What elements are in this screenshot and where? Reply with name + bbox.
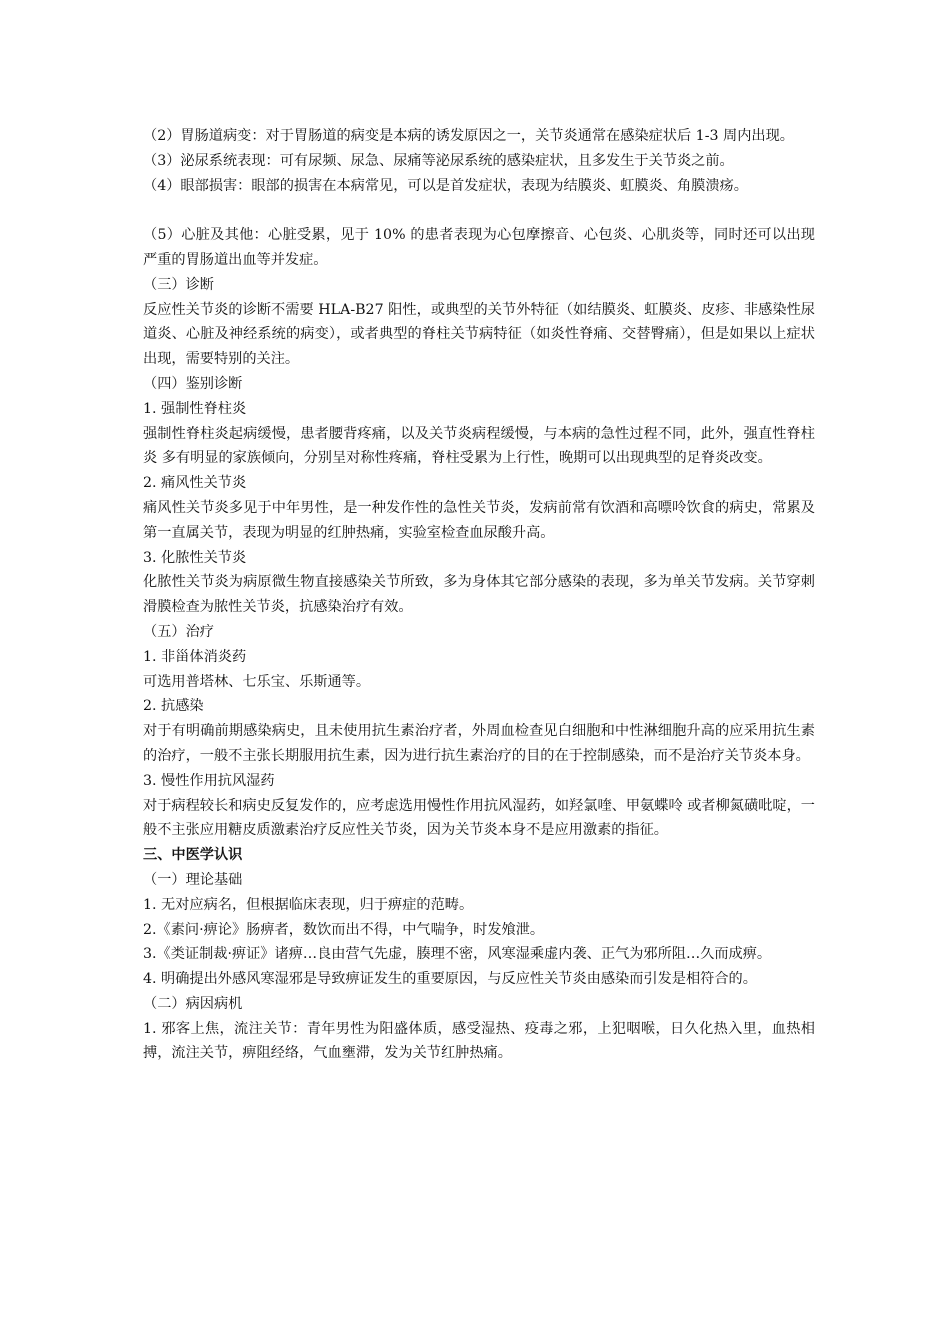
paragraph: 3. 慢性作用抗风湿药 <box>143 772 275 789</box>
paragraph: 可选用普塔林、七乐宝、乐斯通等。 <box>143 673 371 690</box>
paragraph: 化脓性关节炎为病原微生物直接感染关节所致，多为身体其它部分感染的表现，多为单关节发病。关节穿刺滑膜检查为脓性关节炎，抗感染治疗有效。 <box>143 574 815 616</box>
blank-line <box>143 198 815 223</box>
paragraph: 4. 明确提出外感风寒湿邪是导致痹证发生的重要原因，与反应性关节炎由感染而引发是相符合的。 <box>143 971 757 988</box>
paragraph: 2. 痛风性关节炎 <box>143 475 247 492</box>
paragraph: （3）泌尿系统表现：可有尿频、尿急、尿痛等泌尿系统的感染症状，且多发生于关节炎之前。 <box>143 152 734 169</box>
paragraph: （4）眼部损害：眼部的损害在本病常见，可以是首发症状，表现为结膜炎、虹膜炎、角膜溃疡。 <box>143 177 748 194</box>
paragraph: 反应性关节炎的诊断不需要 HLA-B27 阳性，或典型的关节外特征（如结膜炎、虹膜炎、皮疹、非感染性尿道炎、心脏及神经系统的病变），或者典型的脊柱关节病特征（如炎性脊痛、交替臀痛），但是如果以上症状出现，需要特别的关注。 <box>143 301 815 368</box>
paragraph: 1. 强制性脊柱炎 <box>143 400 247 417</box>
paragraph: 对于有明确前期感染病史，且未使用抗生素治疗者，外周血检查见白细胞和中性淋细胞升高的应采用抗生素的治疗，一般不主张长期服用抗生素，因为进行抗生素治疗的目的在于控制感染，而不是治疗关节炎本身。 <box>143 723 815 764</box>
paragraph: （一）理论基础 <box>143 871 243 888</box>
paragraph: 1. 非甾体消炎药 <box>143 648 247 665</box>
paragraph: 2.《素问·痹论》肠痹者，数饮而出不得，中气喘争，时发飧泄。 <box>143 921 545 938</box>
document-body <box>143 124 815 1066</box>
paragraph: （四）鉴别诊断 <box>143 375 243 392</box>
paragraph: 3.《类证制裁·痹证》诸痹…良由营气先虚，腠理不密，风寒湿乘虚内袭、正气为邪所阻…久而成痹。 <box>143 946 772 963</box>
paragraph: 痛风性关节炎多见于中年男性，是一种发作性的急性关节炎，发病前常有饮酒和高嘌呤饮食的病史，常累及第一直属关节，表现为明显的红肿热痛，实验室检查血尿酸升高。 <box>143 499 815 541</box>
paragraph: 2. 抗感染 <box>143 698 204 715</box>
paragraph: （5）心脏及其他：心脏受累，见于 10% 的患者表现为心包摩擦音、心包炎、心肌炎等，同时还可以出现严重的胃肠道出血等并发症。 <box>143 227 815 268</box>
paragraph: （2）胃肠道病变：对于胃肠道的病变是本病的诱发原因之一，关节炎通常在感染症状后 1-3 周内出现。 <box>143 128 794 144</box>
paragraph: 1. 邪客上焦，流注关节：青年男性为阳盛体质，感受湿热、疫毒之邪，上犯咽喉，日久化热入里，血热相搏，流注关节，痹阻经络，气血壅滞，发为关节红肿热痛。 <box>143 1020 815 1062</box>
paragraph: 1. 无对应病名，但根据临床表现，归于痹症的范畴。 <box>143 896 474 913</box>
section-heading: 三、中医学认识 <box>143 847 243 864</box>
paragraph: 3. 化脓性关节炎 <box>143 549 247 566</box>
paragraph: 对于病程较长和病史反复发作的，应考虑选用慢性作用抗风湿药，如羟氯喹、甲氨蝶呤 或者柳氮磺吡啶，一般不主张应用糖皮质激素治疗反应性关节炎，因为关节炎本身不是应用激素的指征。 <box>143 797 815 839</box>
paragraph: （二）病因病机 <box>143 995 243 1012</box>
paragraph: 强制性脊柱炎起病缓慢，患者腰背疼痛，以及关节炎病程缓慢，与本病的急性过程不同，此外，强直性脊柱炎 多有明显的家族倾向，分别呈对称性疼痛，脊柱受累为上行性，晚期可以出现典型的足脊炎改变。 <box>143 425 815 467</box>
paragraph: （五）治疗 <box>143 623 214 640</box>
paragraph: （三）诊断 <box>143 276 214 293</box>
